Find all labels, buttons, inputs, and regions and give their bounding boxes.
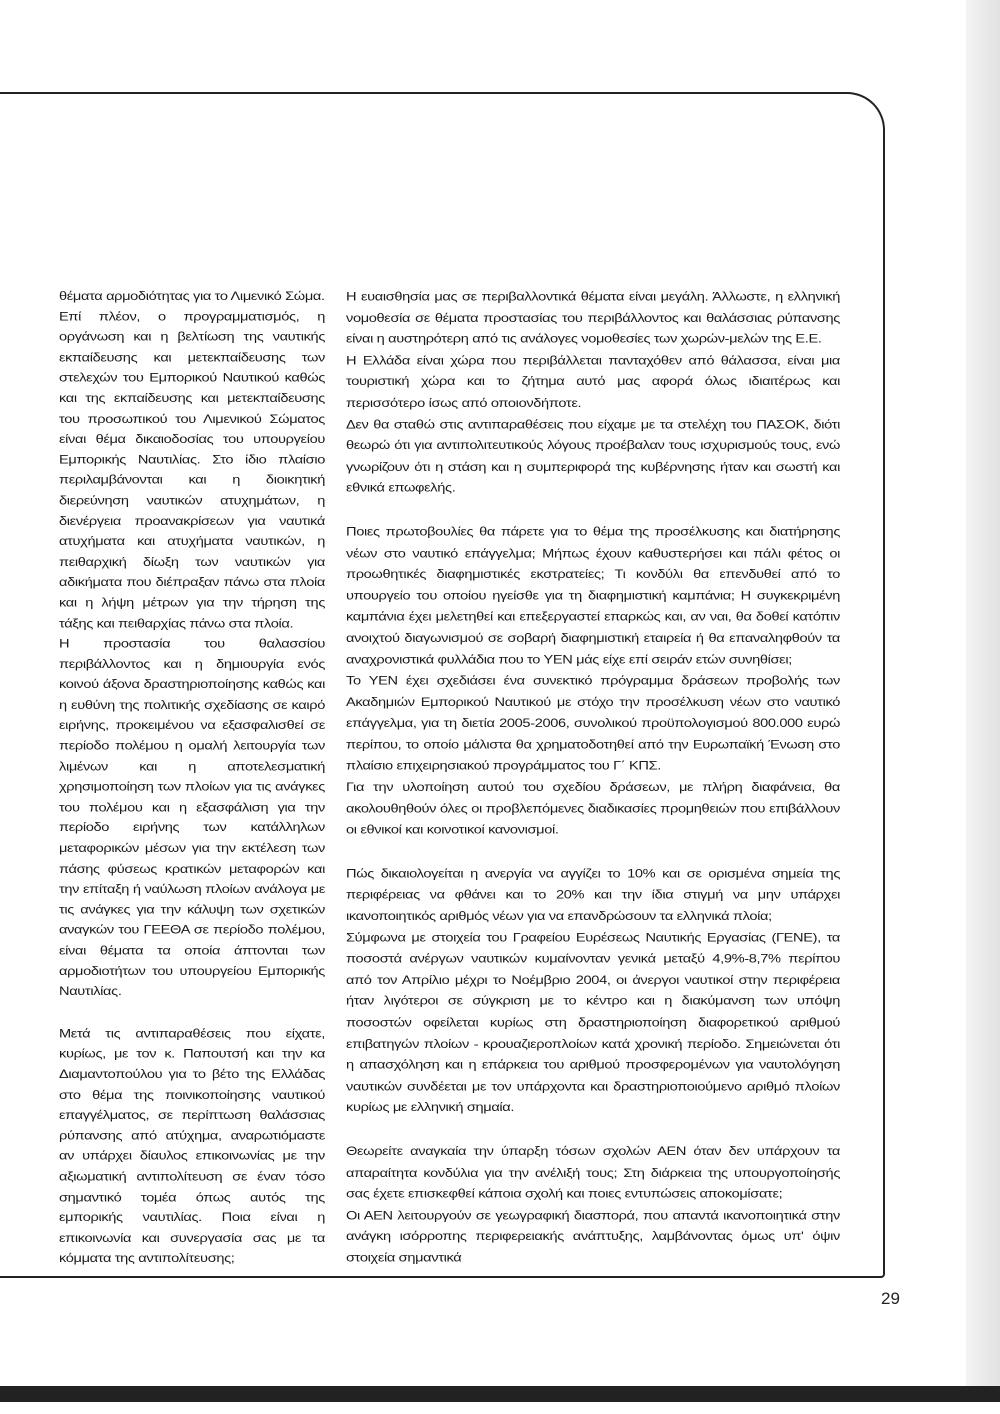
paragraph: Πώς δικαιολογείται η ανεργία να αγγίζει το 10% και σε ορισμένα σημεία της περιφέρειας να φθάνει και το 20% και την ίδια στιγμή να μην υπάρχει ικανοποιητικός αριθμός νέων για να επανδρώσουν τα ελληνικά πλοία; xyxy=(346,867,840,924)
paragraph: Η προστασία του θαλασσίου περιβάλλοντος και η δημιουργία ενός κοινού άξονα δραστηριοποίησης καθώς και η ευθύνη της πολιτικής σχεδίασης σε καιρό ειρήνης, προκειμένου να εξασφαλισθεί σε περίοδο πολέμου η ομαλή λειτουργία των λιμένων και η αποτελεσματική χρησιμοποίηση των πλοίων για τις ανάγκες του πολέμου και η εξασφάλιση για την περίοδο ειρήνης των κατάλληλων μεταφορικών μέσων για την εκτέλεση των πάσης φύσεως κρατικών μεταφορών και την επίταξη ή ναύλωση πλοίων ανάλογα με τις ανάγκες για την κάλυψη των σχετικών αναγκών του ΓΕΕΘΑ σε περίοδο πολέμου, είναι θέματα τα οποία άπτονται των αρμοδιοτήτων του υπουργείου Εμπορικής Ναυτιλίας. xyxy=(59,637,325,999)
right-column xyxy=(346,287,840,1270)
paragraph: Μετά τις αντιπαραθέσεις που είχατε, κυρίως, με τον κ. Παπουτσή και την κα Διαμαντοπούλου για το βέτο της Ελλάδας στο θέμα της ποινικοποίησης ναυτικού επαγγέλματος, σε περίπτωση θαλάσσιας ρύπανσης από ατύχημα, αναρωτιόμαστε αν υπάρχει δίαυλος επικοινωνίας με την αξιωματική αντιπολίτευση σε έναν τόσο σημαντικό τομέα όπως αυτός της εμπορικής ναυτιλίας. Ποια είναι η επικοινωνία και συνεργασία σας με τα κόμματα της αντιπολίτευσης; xyxy=(59,1027,325,1266)
paragraph-gap xyxy=(346,842,840,864)
paragraph: Για την υλοποίηση αυτού του σχεδίου δράσεων, με πλήρη διαφάνεια, θα ακολουθηθούν όλες οι προβλεπόμενες διαδικασίες προμηθειών που επιβάλλουν οι εθνικοί και κοινοτικοί κανονισμοί. xyxy=(346,781,840,837)
paragraph-gap xyxy=(59,1003,325,1025)
paragraph: Το ΥΕΝ έχει σχεδιάσει ένα συνεκτικό πρόγραμμα δράσεων προβολής των Ακαδημιών Εμπορικού Ναυτικού με στόχο την προσέλκυση νέων στο ναυτικό επάγγελμα, για τη διετία 2005-2006, συνολικού προϋπολογισμού 800.000 ευρώ περίπου, το οποίο μάλιστα θα χρηματοδοτηθεί από την Ευρωπαϊκή Ένωση στο πλαίσιο επιχειρησιακού προγράμματος του Γ΄ ΚΠΣ. xyxy=(346,674,840,774)
paragraph: Δεν θα σταθώ στις αντιπαραθέσεις που είχαμε με τα στελέχη του ΠΑΣΟΚ, διότι θεωρώ ότι για αντιπολιτευτικούς λόγους προέβαλαν τους ισχυρισμούς τους, ενώ γνωρίζουν ότι η στάση και η συμπεριφορά της κυβέρνησης ήταν και σωστή και εθνικά επωφελής. xyxy=(346,418,840,496)
paragraph-gap xyxy=(346,500,840,522)
paragraph: Η Ελλάδα είναι χώρα που περιβάλλεται πανταχόθεν από θάλασσα, είναι μια τουριστική χώρα και το ζήτημα αυτό μας αφορά όλως ιδιαιτέρως και περισσότερο ίσως από οποιονδήποτε. xyxy=(346,354,840,411)
bottom-bar xyxy=(0,1386,1000,1402)
left-column xyxy=(59,287,325,1270)
paragraph: Σύμφωνα με στοιχεία του Γραφείου Ευρέσεως Ναυτικής Εργασίας (ΓΕΝΕ), τα ποσοστά ανέργων ναυτικών κυμαίνονταν γενικά μεταξύ 4,9%-8,7% περίπου από τον Απρίλιο μέχρι το Νοέμβριο 2004, οι άνεργοι ναυτικοί στην περιφέρεια ήταν λιγότεροι σε σύγκριση με το κέντρο και η διακύμανση των υπόψη ποσοστών οφείλεται κυρίως στη δραστηριοποίηση διαφορετικού αριθμού επιβατηγών πλοίων - κρουαζιεροπλοίων κατά χρονική περίοδο. Σημειώνεται ότι η απασχόληση και η επάρκεια του αριθμού προσφερομένων για ναυτολόγηση ναυτικών συνδέεται με τον υπάρχοντα και δραστηριοποιούμενο αριθμό πλοίων κυρίως με ελληνική σημαία. xyxy=(346,931,840,1115)
paragraph: Ποιες πρωτοβουλίες θα πάρετε για το θέμα της προσέλκυσης και διατήρησης νέων στο ναυτικό επάγγελμα; Μήπως έχουν καθυστερήσει και πάλι φέτος οι προωθητικές διαφημιστικές εκστρατείες; Τι κονδύλι θα επενδυθεί από το υπουργείο του οποίου ηγείσθε για τη διαφημιστική καμπάνια; Η συγκεκριμένη καμπάνια έχει μελετηθεί και επεξεργαστεί επαρκώς και, αν ναι, θα δοθεί κατόπιν ανοιχτού διαγωνισμού σε σοβαρή διαφημιστική εταιρεία ή θα επαναληφθούν τα αναχρονιστικά φυλλάδια που το ΥΕΝ μάς είχε επί σειράν ετών συνηθίσει; xyxy=(346,525,840,667)
paragraph-gap xyxy=(346,1119,840,1141)
page-edge-shadow xyxy=(966,0,1000,1414)
paragraph: Επί πλέον, ο προγραμματισμός, η οργάνωση και η βελτίωση της ναυτικής εκπαίδευσης και μετεκπαίδευσης των στελεχών του Εμπορικού Ναυτικού καθώς και της εκπαίδευσης και μετεκπαίδευσης του προσωπικού του Λιμενικού Σώματος είναι θέμα δικαιοδοσίας του υπουργείου Εμπορικής Ναυτιλίας. Στο ίδιο πλαίσιο περιλαμβάνονται και η διοικητική διερεύνηση ναυτικών ατυχημάτων, η διενέργεια προανακρίσεων για ναυτικά ατυχήματα και ατυχήματα ναυτικών, η πειθαρχική δίωξη των ναυτικών για αδικήματα που διέπραξαν πάνω στα πλοία και η λήψη μέτρων για την τήρηση της τάξης και πειθαρχίας πάνω στα πλοία. xyxy=(59,310,325,631)
page-number: 29 xyxy=(881,1289,900,1308)
paragraph: Οι ΑΕΝ λειτουργούν σε γεωγραφική διασπορά, που απαντά ικανοποιητικά στην ανάγκη ισόρροπης περιφερειακής ανάπτυξης, λαμβάνοντας όμως υπ' όψιν στοιχεία σημαντικά xyxy=(346,1209,840,1265)
paragraph: Η ευαισθησία μας σε περιβαλλοντικά θέματα είναι μεγάλη. Άλλωστε, η ελληνική νομοθεσία σε θέματα προστασίας του περιβάλλοντος και θαλάσσιας ρύπανσης είναι η αυστηρότερη από τις ανάλογες νομοθεσίες των χωρών-μελών της Ε.Ε. xyxy=(346,290,840,347)
paragraph: Θεωρείτε αναγκαία την ύπαρξη τόσων σχολών ΑΕΝ όταν δεν υπάρχουν τα απαραίτητα κονδύλια για την ανέλιξή τους; Στη διάρκεια της υπουργοποίησής σας έχετε επισκεφθεί κάποια σχολή και ποιες εντυπώσεις αποκομίσατε; xyxy=(346,1145,840,1202)
paragraph: θέματα αρμοδιότητας για το Λιμενικό Σώμα. xyxy=(59,290,325,303)
bottom-bar-lower xyxy=(0,1402,1000,1414)
